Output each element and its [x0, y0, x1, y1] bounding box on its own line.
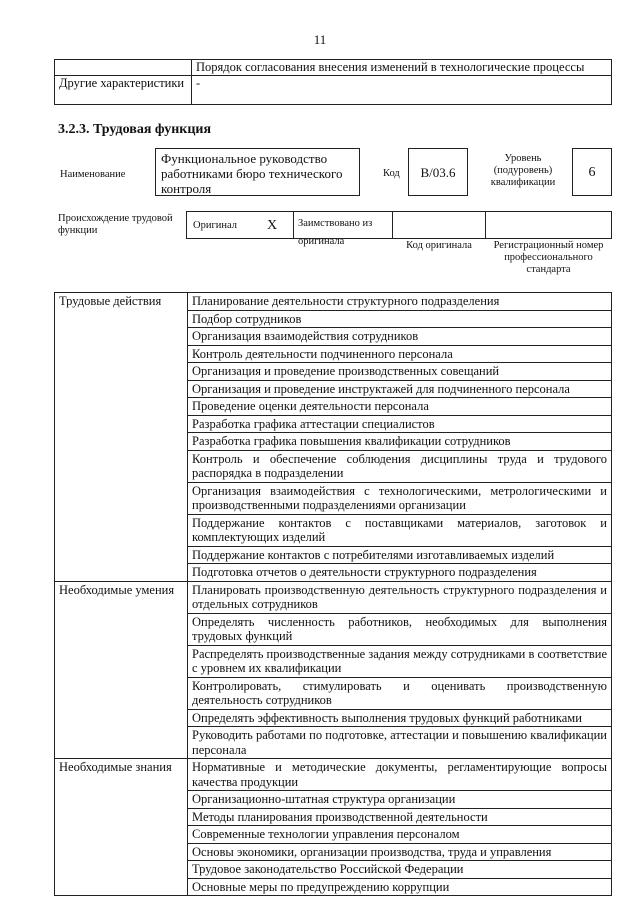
main-table: [54, 292, 612, 896]
name-label: Наименование: [60, 169, 126, 180]
list-item: Контролировать, стимулировать и оценивать производственную деятельность сотрудников: [188, 677, 612, 709]
list-item: Организация и проведение инструктажей для подчиненного персонала: [188, 380, 612, 398]
code-original-caption: Код оригинала: [406, 240, 472, 251]
group-label: Трудовые действия: [55, 293, 188, 582]
code-value: В/03.6: [408, 148, 468, 196]
list-item: Организация взаимодействия сотрудников: [188, 328, 612, 346]
list-item: Трудовое законодательство Российской Федерации: [188, 861, 612, 879]
table-cell-empty: [55, 60, 192, 76]
list-item: Нормативные и методические документы, регламентирующие вопросы качества продукции: [188, 759, 612, 791]
list-item: Разработка графика аттестации специалистов: [188, 415, 612, 433]
original-cell: [186, 211, 294, 239]
list-item: Разработка графика повышения квалификации сотрудников: [188, 433, 612, 451]
code-label: Код: [383, 168, 400, 179]
list-item: Организация и проведение производственных совещаний: [188, 363, 612, 381]
borrowed-cell: [293, 211, 393, 247]
table-row: [55, 581, 612, 613]
level-label: Уровень (подуровень) квалификации: [490, 153, 556, 188]
list-item: Методы планирования производственной деятельности: [188, 808, 612, 826]
level-value: 6: [572, 148, 612, 196]
group-label: Необходимые умения: [55, 581, 188, 759]
list-item: Организация взаимодействия с технологическими, метрологическими и производственными подразделениями организации: [188, 482, 612, 514]
list-item: Поддержание контактов с потребителями изготавливаемых изделий: [188, 546, 612, 564]
list-item: Основные меры по предупреждению коррупции: [188, 878, 612, 896]
list-item: Основы экономики, организации производства, труда и управления: [188, 843, 612, 861]
list-item: Контроль деятельности подчиненного персонала: [188, 345, 612, 363]
table-row: [55, 75, 612, 104]
table-cell: Порядок согласования внесения изменений в технологические процессы: [192, 60, 612, 76]
list-item: Подбор сотрудников: [188, 310, 612, 328]
reg-number-caption: Регистрационный номер профессионального стандарта: [493, 240, 604, 275]
table-row: [55, 759, 612, 791]
function-name: Функциональное руководство работниками бюро технического контроля: [155, 148, 360, 196]
list-item: Планировать производственную деятельность структурного подразделения и отдельных сотрудников: [188, 581, 612, 613]
page-number: 11: [313, 32, 327, 47]
original-mark: X: [267, 218, 278, 233]
group-label: Необходимые знания: [55, 759, 188, 896]
reg-number-cell: [485, 211, 612, 239]
list-item: Организационно-штатная структура организации: [188, 791, 612, 809]
list-item: Руководить работами по подготовке, аттестации и повышению квалификации персонала: [188, 727, 612, 759]
row-label: Другие характеристики: [55, 75, 192, 104]
origin-label: Происхождение трудовой функции: [58, 213, 173, 236]
code-original-cell: [392, 211, 486, 239]
list-item: Планирование деятельности структурного подразделения: [188, 293, 612, 311]
list-item: Контроль и обеспечение соблюдения дисциплины труда и трудового распорядка в подразделении: [188, 450, 612, 482]
list-item: Распределять производственные задания между сотрудниками в соответствие с уровнем их квалификации: [188, 645, 612, 677]
table-row: [55, 60, 612, 76]
list-item: Подготовка отчетов о деятельности структурного подразделения: [188, 564, 612, 582]
original-label: Оригинал: [193, 220, 237, 231]
table-cell: -: [192, 75, 612, 104]
top-table: [54, 59, 612, 105]
list-item: Современные технологии управления персоналом: [188, 826, 612, 844]
list-item: Определять эффективность выполнения трудовых функций работниками: [188, 709, 612, 727]
list-item: Поддержание контактов с поставщиками материалов, заготовок и комплектующих изделий: [188, 514, 612, 546]
table-row: [55, 293, 612, 311]
list-item: Проведение оценки деятельности персонала: [188, 398, 612, 416]
list-item: Определять численность работников, необходимых для выполнения трудовых функций: [188, 613, 612, 645]
section-title: 3.2.3. Трудовая функция: [58, 122, 212, 137]
borrowed-label: Заимствовано из оригинала: [298, 218, 373, 247]
